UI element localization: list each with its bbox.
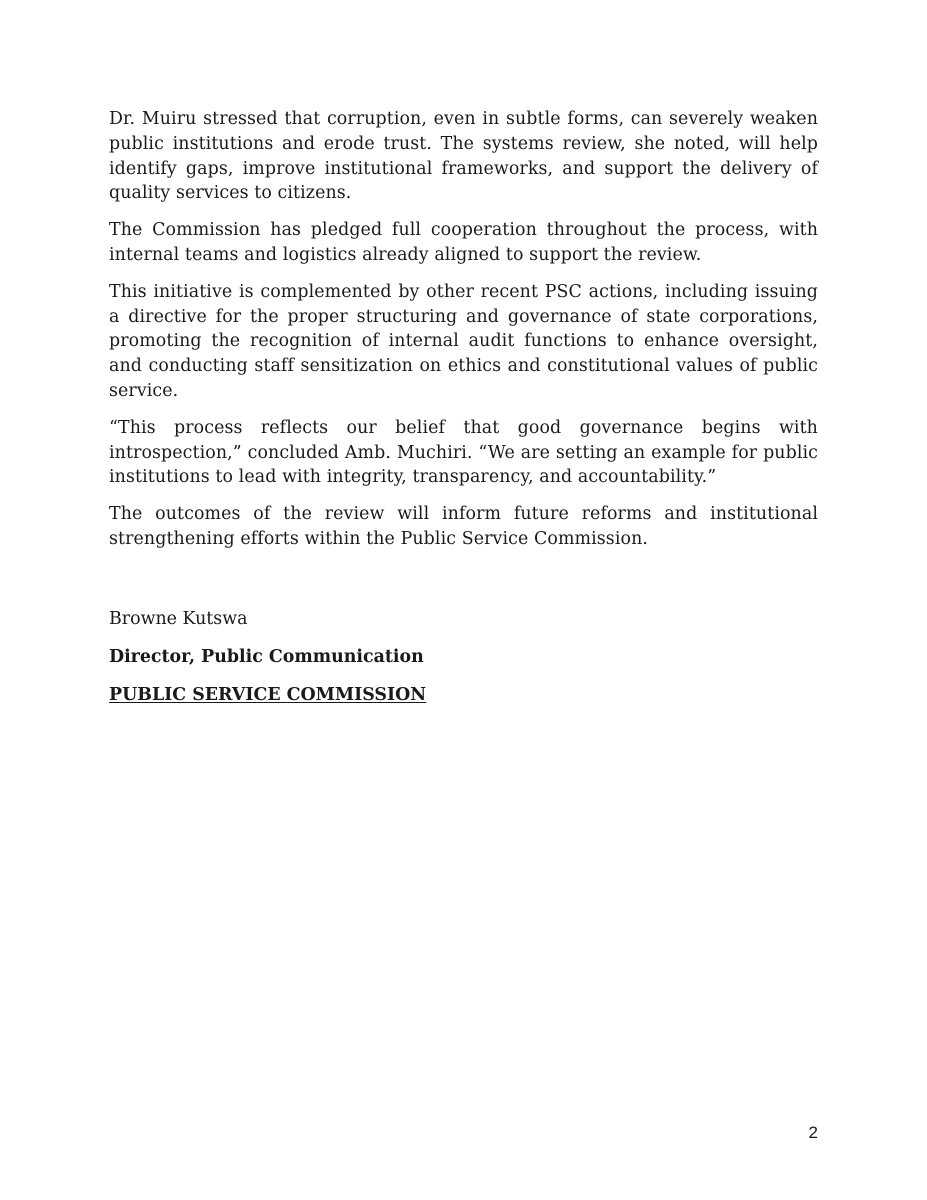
paragraph-review-outcomes: The outcomes of the review will inform future reforms and institutional strengthening efforts within the Public Service Commission. <box>109 504 818 549</box>
paragraph-muiru-statement: Dr. Muiru stressed that corruption, even in subtle forms, can severely weaken public institutions and erode trust. The systems review, she noted, will help identify gaps, improve institutional frameworks, and support the delivery of quality services to citizens. <box>109 109 818 204</box>
document-body <box>109 107 818 564</box>
signatory-organization: PUBLIC SERVICE COMMISSION <box>109 685 427 705</box>
signatory-name: Browne Kutswa <box>109 609 248 629</box>
paragraph-muchiri-quote: “This process reflects our belief that good governance begins with introspection,” concluded Amb. Muchiri. “We are setting an example for public institutions to lead with integrity, transparency, and accountability.” <box>109 417 818 488</box>
paragraph-commission-pledge: The Commission has pledged full cooperation throughout the process, with internal teams and logistics already aligned to support the review. <box>109 220 818 265</box>
page-number: 2 <box>808 1123 818 1142</box>
signatory-title: Director, Public Communication <box>109 647 424 667</box>
paragraph-psc-actions: This initiative is complemented by other recent PSC actions, including issuing a directive for the proper structuring and governance of state corporations, promoting the recognition of internal audit functions to enhance oversight, and conducting staff sensitization on ethics and constitutional values of public service. <box>109 281 818 401</box>
